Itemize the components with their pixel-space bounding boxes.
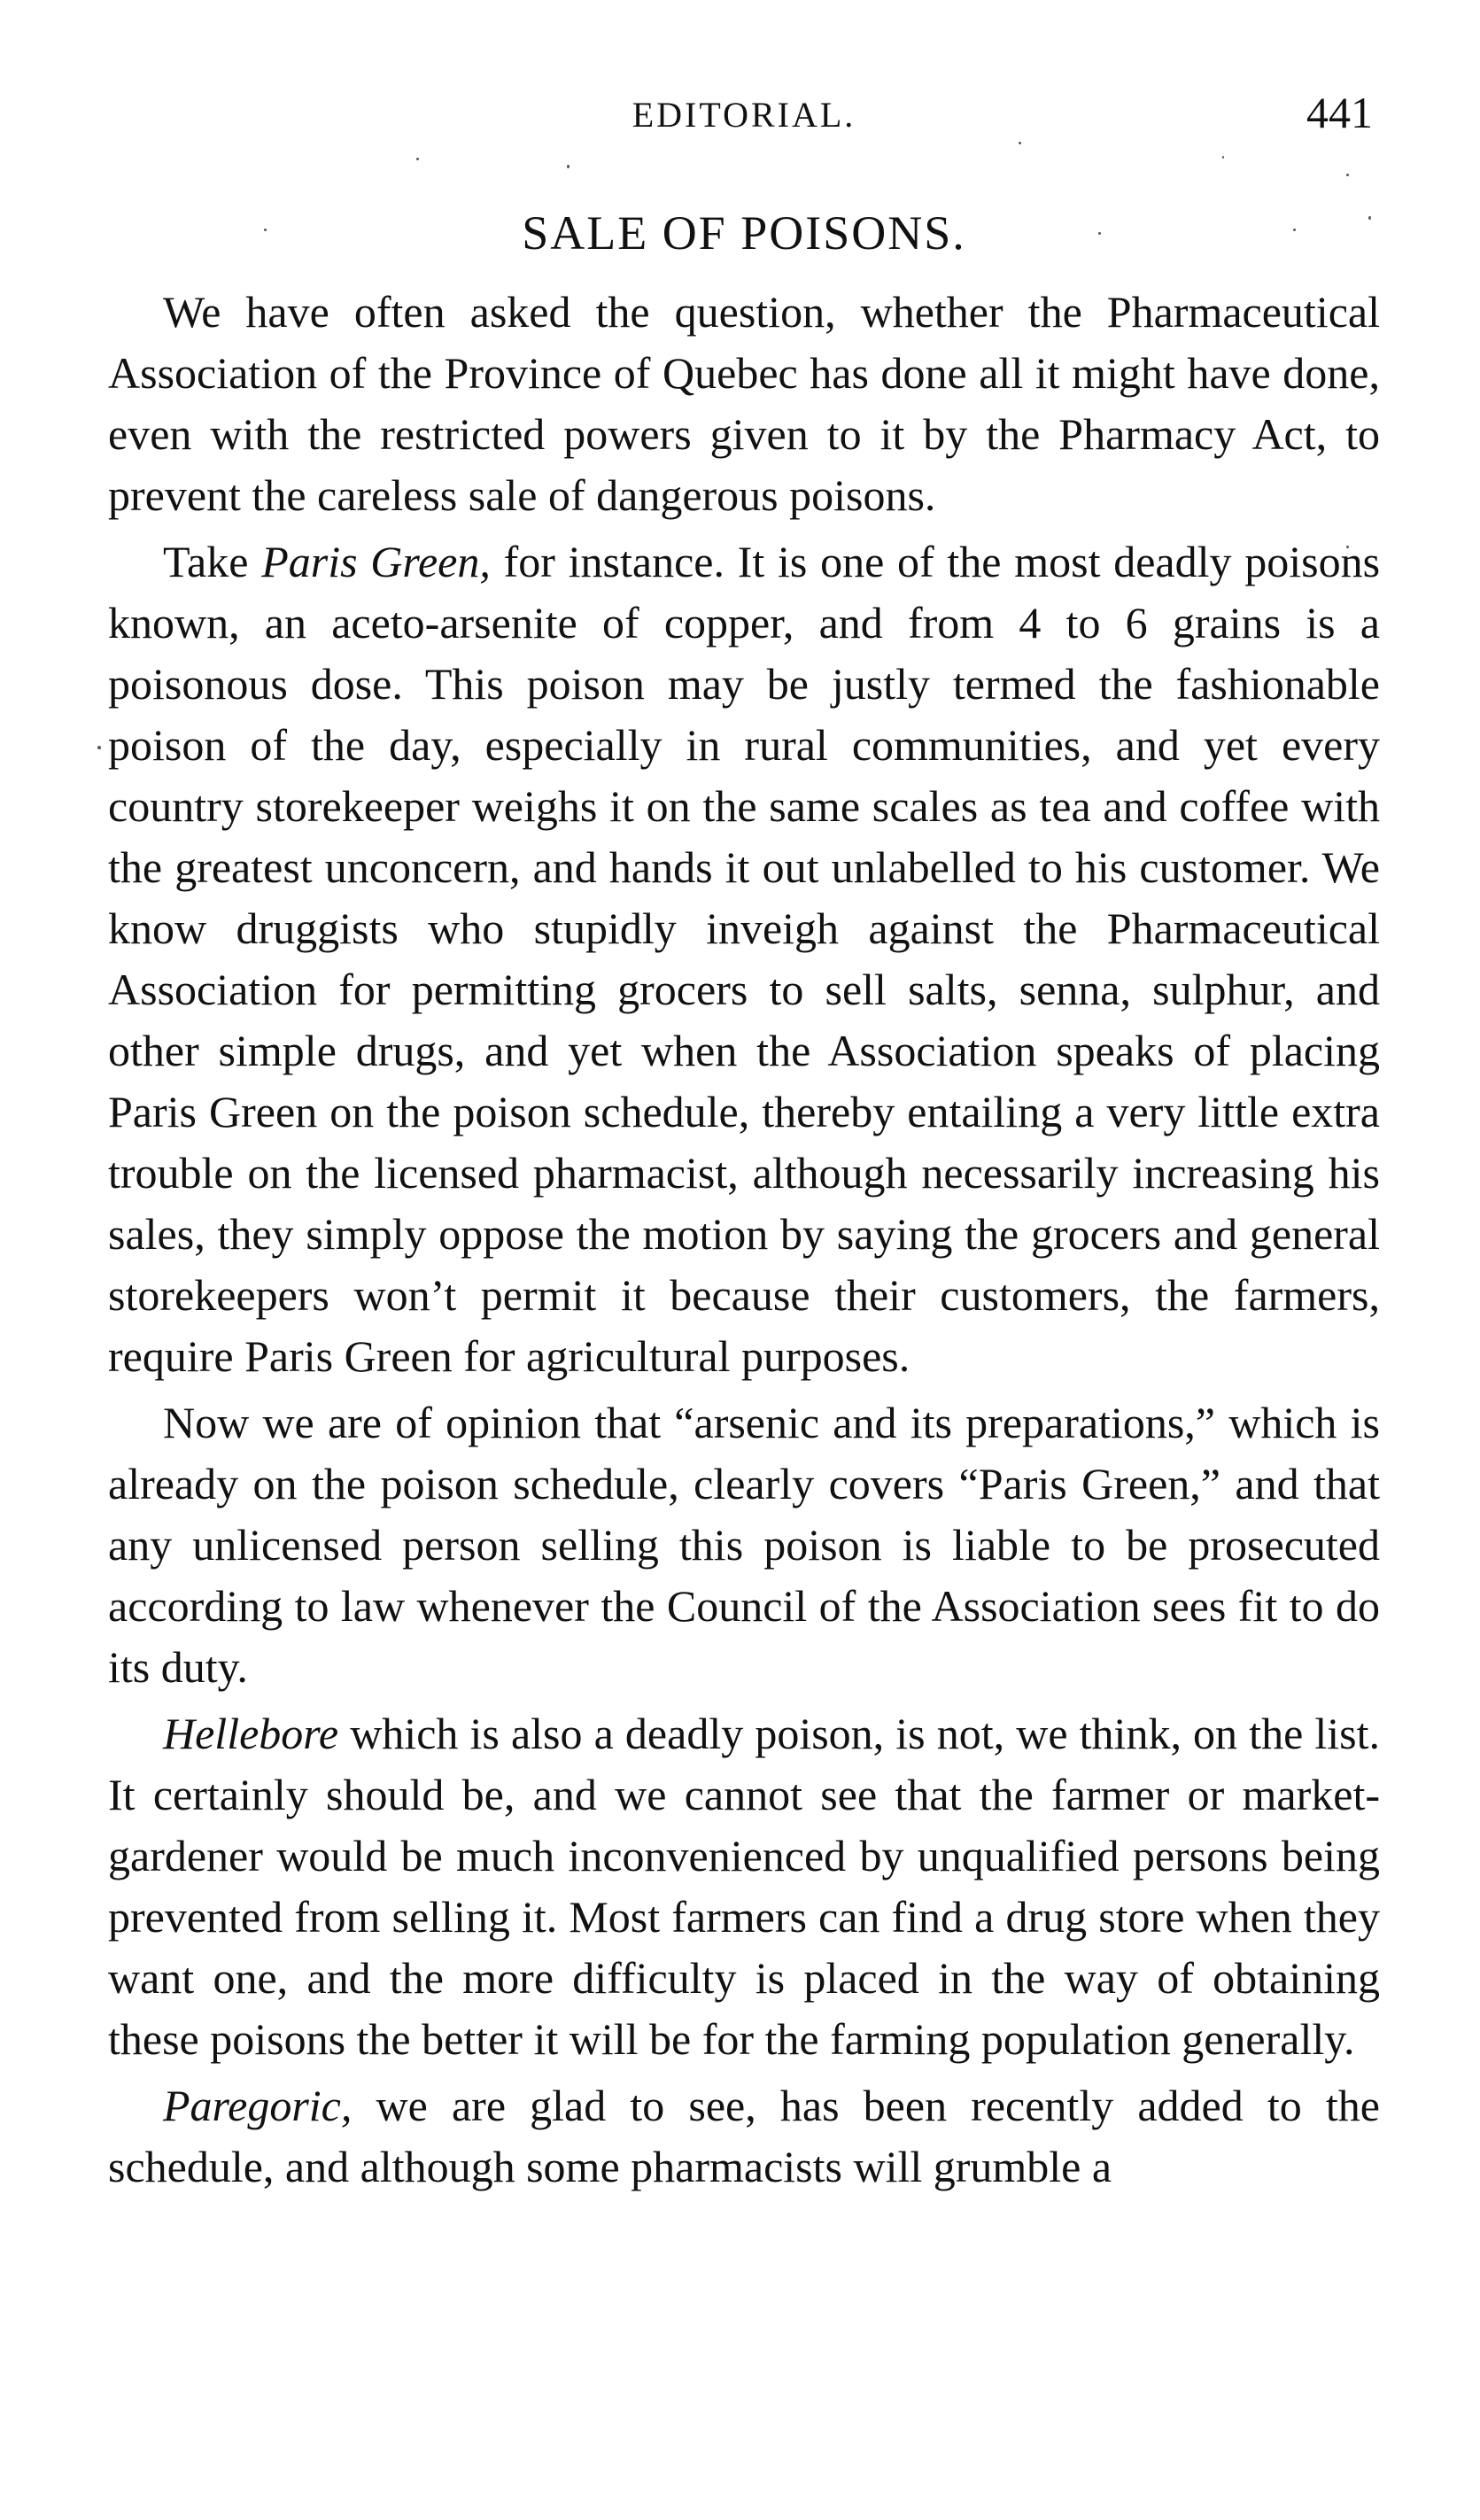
paragraph-4 — [108, 1703, 1380, 2070]
running-title: EDITORIAL. — [632, 95, 856, 135]
print-speck — [1019, 142, 1021, 144]
page-number: 441 — [1306, 88, 1373, 137]
term-hellebore: Hellebore — [163, 1709, 339, 1758]
term-paregoric: Paregoric, — [163, 2081, 353, 2130]
term-paris-green: Paris Green, — [261, 537, 491, 586]
paragraph-2-text: for instance. It is one of the most deadly poisons known, an aceto-arsenite of copper, and from 4 to 6 grains is a poisonous dose. This poison may be justly termed the fashionable poison of the day, especially in rural communities, and yet every country storekeeper weighs it on the same scales as tea and coffee with the greatest unconcern, and hands it out unlabelled to his customer. We know druggists who stupidly inveigh against the Pharmaceutical Association for permitting grocers to sell salts, senna, sulphur, and other simple drugs, and yet when the Association speaks of placing Paris Green on the poison schedule, thereby entailing a very little extra trouble on the licensed pharmacist, although necessarily increasing his sales, they simply oppose the motion by saying the grocers and general storekeepers won’t permit it because their customers, the farmers, require Paris Green for agricultural purposes. — [108, 537, 1381, 1381]
print-speck — [567, 165, 570, 168]
running-head — [106, 85, 1382, 147]
print-speck — [97, 746, 101, 749]
print-speck — [1222, 156, 1224, 159]
paragraph-4-text: which is also a deadly poison, is not, we think, on the list. It certainly should be, and we cannot see that the farmer or market-gardener would be much inconvenienced by unqualified persons being prevented from selling it. Most farmers can find a drug store when they want one, and the more difficulty is placed in the way of obtaining these poisons the better it will be for the farming population generally. — [108, 1709, 1381, 2064]
paragraph-1: We have often asked the question, whether the Pharmaceutical Association of the Province of Quebec has done all it might have done, even with the restricted powers given to it by the Pharmacy Act, to prevent the careless sale of dangerous poisons. — [108, 287, 1380, 520]
paragraph-3: Now we are of opinion that “arsenic and its preparations,” which is already on the poison schedule, clearly covers “Paris Green,” and that any unlicensed person selling this poison is liable to be prosecuted according to law whenever the Council of the Association sees fit to do its duty. — [108, 1398, 1380, 1692]
paragraph-2-lead: Take — [163, 537, 249, 586]
paragraph-5 — [108, 2075, 1380, 2198]
paragraph-5-text: we are glad to see, has been recently added to the schedule, and although some pharmacists will grumble a — [108, 2081, 1380, 2191]
print-speck — [1346, 174, 1349, 176]
print-speck — [416, 158, 419, 160]
paragraph-2 — [108, 531, 1380, 1387]
article-title: SALE OF POISONS. — [522, 206, 966, 260]
article-body — [108, 282, 1380, 2198]
